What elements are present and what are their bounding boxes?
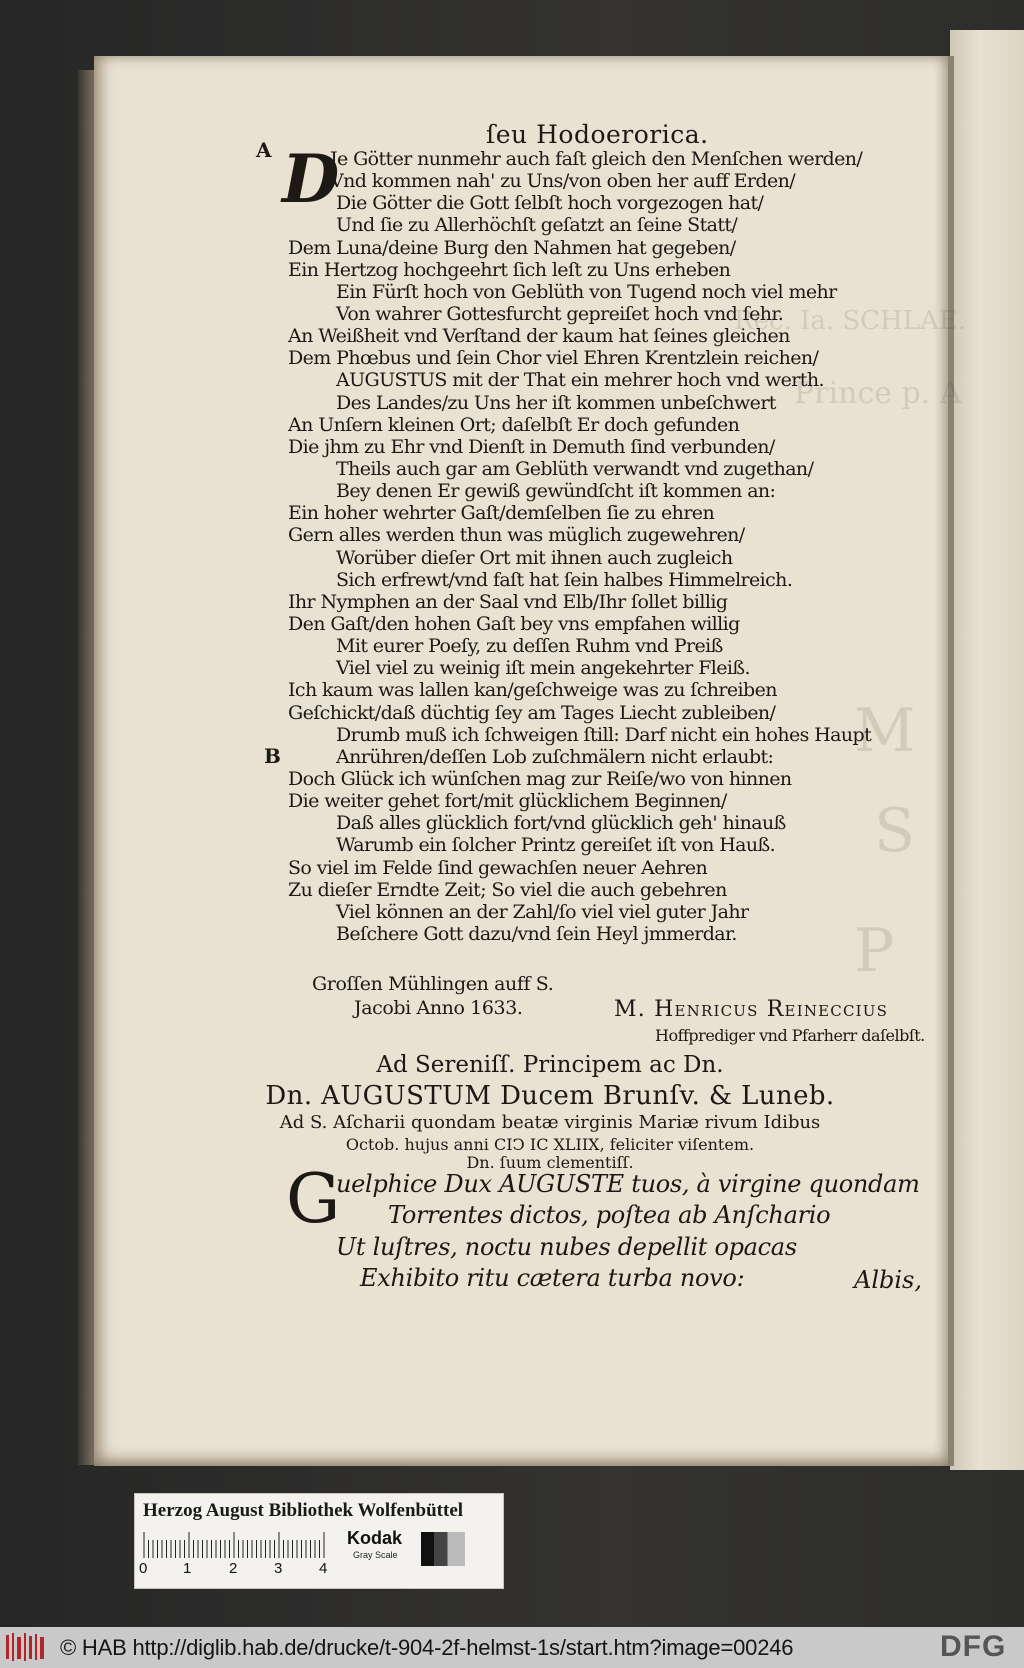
poem-line: Dem Luna/deine Burg den Nahmen hat gegeben/ bbox=[288, 236, 736, 259]
ruler-number: 0 bbox=[139, 1560, 148, 1577]
poem-line: Und ſie zu Allerhöchſt geſatzt an ſeine Statt/ bbox=[336, 214, 738, 237]
poem-line: An Unſern kleinen Ort; daſelbſt Er doch gefunden bbox=[288, 413, 740, 436]
latin-verse-line: Exhibito ritu cætera turba novo: bbox=[360, 1264, 745, 1292]
poem-line: Des Landes/zu Uns her iſt kommen unbeſchwert bbox=[336, 391, 776, 414]
show-through-text: M bbox=[854, 696, 916, 766]
catchword: Albis, bbox=[854, 1266, 922, 1294]
drop-cap: D bbox=[282, 140, 340, 218]
copyright-url[interactable]: © HAB http://diglib.hab.de/drucke/t-904-2f-helmst-1s/start.htm?image=00246 bbox=[60, 1635, 794, 1660]
poem-line: Gern alles werden thun was müglich zugewehren/ bbox=[288, 524, 745, 547]
library-label bbox=[134, 1493, 504, 1589]
page-gutter bbox=[948, 56, 954, 1466]
poem-line: Ein Hertzog hochgeehrt ſich leſt zu Uns erheben bbox=[288, 258, 731, 281]
latin-dedication-line-4: Octob. hujus anni CIↃ IC XLIIX, feliciter viſentem. bbox=[345, 1135, 755, 1154]
poem-line: Zu dieſer Erndte Zeit; So viel die auch gebehren bbox=[288, 878, 727, 901]
dfg-logo: DFG bbox=[940, 1630, 1007, 1663]
barcode-icon bbox=[4, 1631, 48, 1663]
author-role: Hoffprediger vnd Pfarherr daſelbſt. bbox=[655, 1026, 925, 1045]
latin-verse-line: Torrentes dictos, poſtea ab Anſchario bbox=[388, 1201, 831, 1229]
ruler-number: 1 bbox=[183, 1560, 192, 1577]
library-name: Herzog August Bibliothek Wolfenbüttel bbox=[143, 1500, 464, 1521]
show-through-text: Prince p. A bbox=[794, 376, 962, 411]
facing-page-edge bbox=[950, 30, 1024, 1470]
poem-line: Viel viel zu weinig iſt mein angekehrter Fleiß. bbox=[336, 657, 750, 680]
latin-dedication-line-3: Ad S. Aſcharii quondam beatæ virginis Mariæ rivum Idibus bbox=[279, 1112, 821, 1133]
signature-mark-b: B bbox=[264, 744, 281, 768]
ruler-number: 2 bbox=[229, 1560, 238, 1577]
poem-line: Daß alles glücklich fort/vnd glücklich geh' hinauß bbox=[336, 812, 786, 835]
show-through-text: Rec. Ia. SCHLAE. bbox=[734, 306, 967, 336]
poem-line: Drumb muß ich ſchweigen ſtill: Darf nicht ein hohes Haupt bbox=[336, 723, 872, 746]
latin-verse-line: uelphice Dux AUGUSTE tuos, à virgine quondam bbox=[336, 1170, 920, 1198]
place-date bbox=[312, 972, 553, 1020]
poem-line: Ein hoher wehrter Gaſt/demſelben ſie zu ehren bbox=[288, 502, 715, 525]
poem-line: An Weißheit vnd Verſtand der kaum hat ſeines gleichen bbox=[288, 325, 790, 348]
poem-line: Vnd kommen nah' zu Uns/von oben her auff Erden/ bbox=[330, 170, 796, 193]
poem-line: So viel im Felde ſind gewachſen neuer Aehren bbox=[288, 856, 708, 879]
latin-initial: G bbox=[286, 1160, 341, 1239]
place-line: Groſſen Mühlingen auff S. bbox=[312, 973, 554, 995]
poem-line: Doch Glück ich wünſchen mag zur Reiſe/wo von hinnen bbox=[288, 767, 792, 790]
poem-line: Geſchickt/daß düchtig ſey am Tages Liecht zubleiben/ bbox=[288, 701, 776, 724]
poem-line: Viel können an der Zahl/ſo viel viel guter Jahr bbox=[336, 900, 749, 923]
poem-line: Anrühren/deſſen Lob zuſchmälern nicht erlaubt: bbox=[336, 745, 774, 768]
poem-line: Theils auch gar am Geblüth verwandt vnd zugethan/ bbox=[336, 457, 814, 480]
show-through-text: S bbox=[874, 796, 916, 866]
gray-scale-patch bbox=[421, 1532, 465, 1566]
latin-dedication-line-1: Ad Sereniſſ. Principem ac Dn. bbox=[376, 1052, 724, 1078]
poem-line: Ihr Nymphen an der Saal vnd Elb/Ihr ſollet billig bbox=[288, 590, 728, 613]
poem-line: Bey denen Er gewiß gewündſcht iſt kommen an: bbox=[336, 480, 776, 503]
poem-line: Den Gaſt/den hohen Gaſt bey vns empfahen willig bbox=[288, 612, 740, 635]
latin-verse-line: Ut luſtres, noctu nubes depellit opacas bbox=[336, 1233, 797, 1261]
author-name: M. Henricus Reineccius bbox=[614, 997, 889, 1022]
kodak-gray-scale: Gray Scale bbox=[353, 1550, 398, 1560]
date-line: Jacobi Anno 1633. bbox=[354, 997, 523, 1019]
signature-mark-a: A bbox=[256, 138, 272, 162]
poem-line: Die Götter die Gott ſelbſt hoch vorgezogen hat/ bbox=[336, 192, 764, 215]
latin-dedication-line-5: Dn. ſuum clementiſſ. bbox=[466, 1153, 634, 1172]
poem-line: Die jhm zu Ehr vnd Dienſt in Demuth ſind verbunden/ bbox=[288, 435, 775, 458]
poem-line: Beſchere Gott dazu/vnd ſein Heyl jmmerdar. bbox=[336, 922, 737, 945]
poem-line: Warumb ein ſolcher Printz gereiſet iſt von Hauß. bbox=[336, 834, 776, 857]
ruler-number: 4 bbox=[319, 1560, 328, 1577]
footer-bar bbox=[0, 1627, 1024, 1668]
poem-line: Mit eurer Poeſy, zu deſſen Ruhm vnd Preiß bbox=[336, 635, 723, 658]
poem-line: Ein Fürſt hoch von Geblüth von Tugend noch viel mehr bbox=[336, 280, 837, 303]
show-through-text: P bbox=[854, 916, 895, 986]
poem-line: Ich kaum was lallen kan/geſchweige was zu ſchreiben bbox=[288, 679, 777, 702]
poem-line: Je Götter nunmehr auch faſt gleich den Menſchen werden/ bbox=[330, 148, 863, 170]
poem-line: Von wahrer Gottesfurcht gepreiſet hoch vnd ſehr. bbox=[336, 302, 784, 325]
poem-line: Die weiter gehet fort/mit glücklichem Beginnen/ bbox=[288, 790, 727, 813]
latin-dedication-line-2: Dn. AUGUSTUM Ducem Brunſv. & Luneb. bbox=[265, 1081, 835, 1111]
ruler-number: 3 bbox=[274, 1560, 283, 1577]
poem-line: Dem Phœbus und ſein Chor viel Ehren Krentzlein reichen/ bbox=[288, 347, 819, 370]
kodak-brand: Kodak bbox=[347, 1528, 403, 1548]
poem-line: Worüber dieſer Ort mit ihnen auch zugleich bbox=[336, 546, 733, 569]
running-head: ſeu Hodoerorica. bbox=[486, 120, 709, 149]
poem-line: AUGUSTUS mit der That ein mehrer hoch vnd werth. bbox=[336, 369, 824, 392]
poem-line: Sich erfrewt/vnd faſt hat ſein halbes Himmelreich. bbox=[336, 568, 793, 591]
ruler-scale bbox=[141, 1530, 331, 1560]
